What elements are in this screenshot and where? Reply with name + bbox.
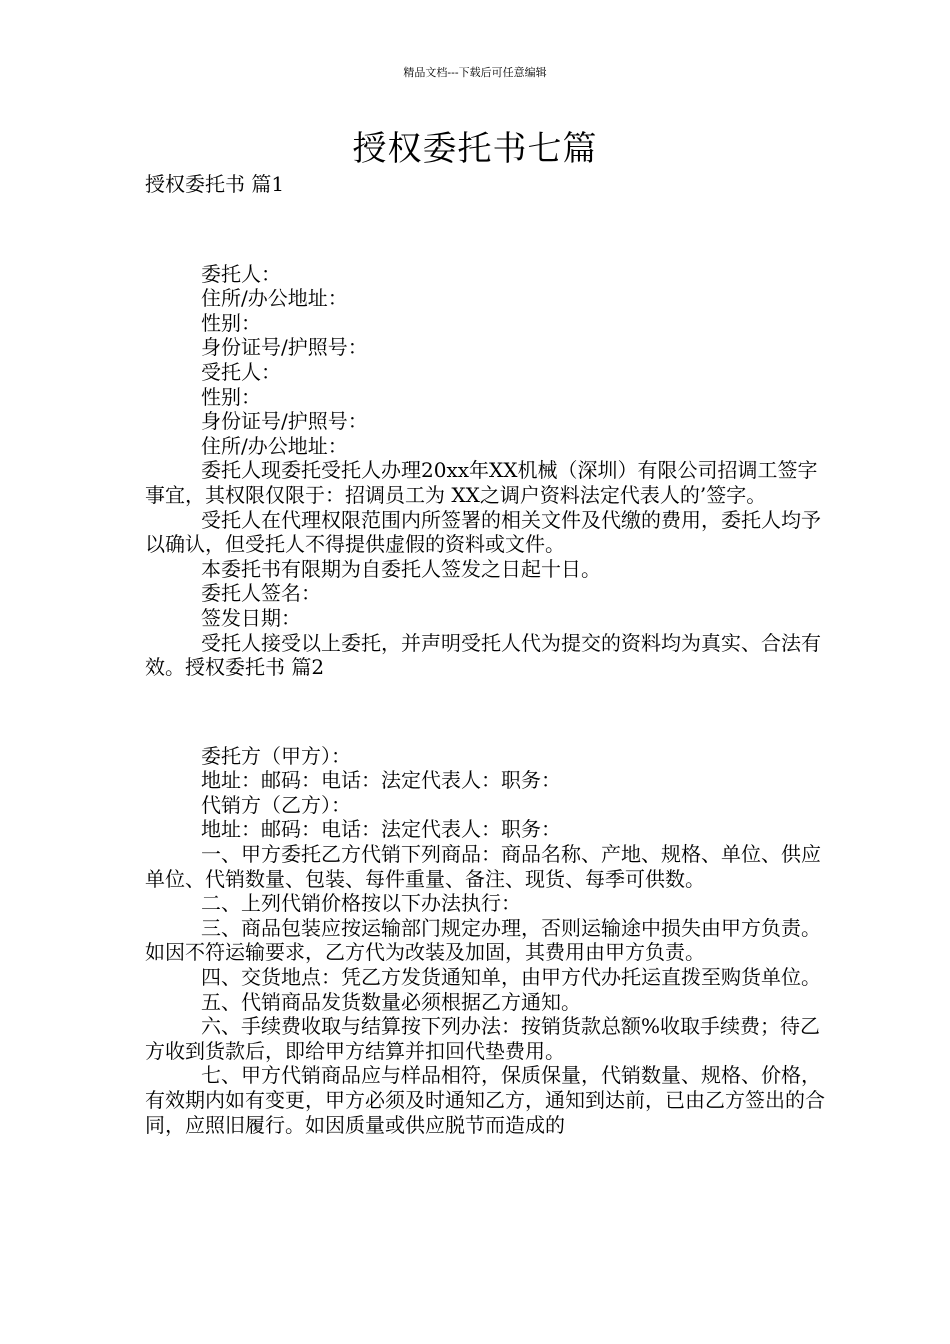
party-a-contact-line: 地址：邮码：电话：法定代表人：职务： (201, 768, 561, 793)
section-heading-1: 授权委托书 篇1 (145, 172, 285, 196)
principal-gender-line: 性别： (201, 310, 261, 335)
clause-3: 三、商品包装应按运输部门规定办理，否则运输途中损失由甲方负责。如因不符运输要求，乙方代为改装及加固，其费用由甲方负责。 (145, 915, 821, 965)
clause-4: 四、交货地点：凭乙方发货通知单，由甲方代办托运直拨至购货单位。 (201, 965, 821, 990)
document-title: 授权委托书七篇 (352, 129, 598, 169)
principal-address-line: 住所/办公地址： (201, 286, 348, 311)
clause-7: 七、甲方代销商品应与样品相符，保质保量，代销数量、规格、价格，有效期内如有变更，甲方必须及时通知乙方，通知到达前，已由乙方签出的合同，应照旧履行。如因质量或供应脱节而造成的 (145, 1063, 825, 1137)
document-body (145, 172, 825, 1137)
agent-id-line: 身份证号/护照号： (201, 409, 368, 434)
principal-line: 委托人： (201, 261, 281, 286)
authorization-paragraph: 委托人现委托受托人办理20xx年XX机械（深圳）有限公司招调工签字事宜，其权限仅限于：招调员工为 XX之调户资料法定代表人的’签字。 (145, 458, 818, 507)
clause-6: 六、手续费收取与结算按下列办法：按销货款总额%收取手续费；待乙方收到货款后，即给甲方结算并扣回代垫费用。 (145, 1014, 821, 1063)
party-a-line: 委托方（甲方）： (201, 743, 351, 768)
clause-1: 一、甲方委托乙方代销下列商品：商品名称、产地、规格、单位、供应单位、代销数量、包装、每件重量、备注、现货、每季可供数。 (145, 842, 821, 891)
issue-date-line: 签发日期： (201, 605, 301, 630)
clause-2: 二、上列代销价格按以下办法执行： (201, 891, 521, 916)
clause-5: 五、代销商品发货数量必须根据乙方通知。 (201, 989, 581, 1014)
principal-id-line: 身份证号/护照号： (201, 335, 368, 360)
agent-address-line: 住所/办公地址： (201, 433, 348, 458)
page-header-note: 精品文档---下载后可任意编辑 (403, 66, 547, 79)
signature-line: 委托人签名： (201, 581, 321, 606)
blank-space (145, 680, 825, 744)
blank-space (145, 197, 825, 262)
acceptance-paragraph: 受托人接受以上委托，并声明受托人代为提交的资料均为真实、合法有效。授权委托书 篇2 (145, 630, 821, 680)
party-b-line: 代销方（乙方）： (201, 792, 351, 817)
confirmation-paragraph: 受托人在代理权限范围内所签署的相关文件及代缴的费用，委托人均予以确认，但受托人不得提供虚假的资料或文件。 (145, 507, 821, 557)
agent-line: 受托人： (201, 359, 281, 384)
validity-paragraph: 本委托书有限期为自委托人签发之日起十日。 (201, 556, 601, 581)
agent-gender-line: 性别： (201, 384, 261, 409)
party-b-contact-line: 地址：邮码：电话：法定代表人：职务： (201, 817, 561, 842)
